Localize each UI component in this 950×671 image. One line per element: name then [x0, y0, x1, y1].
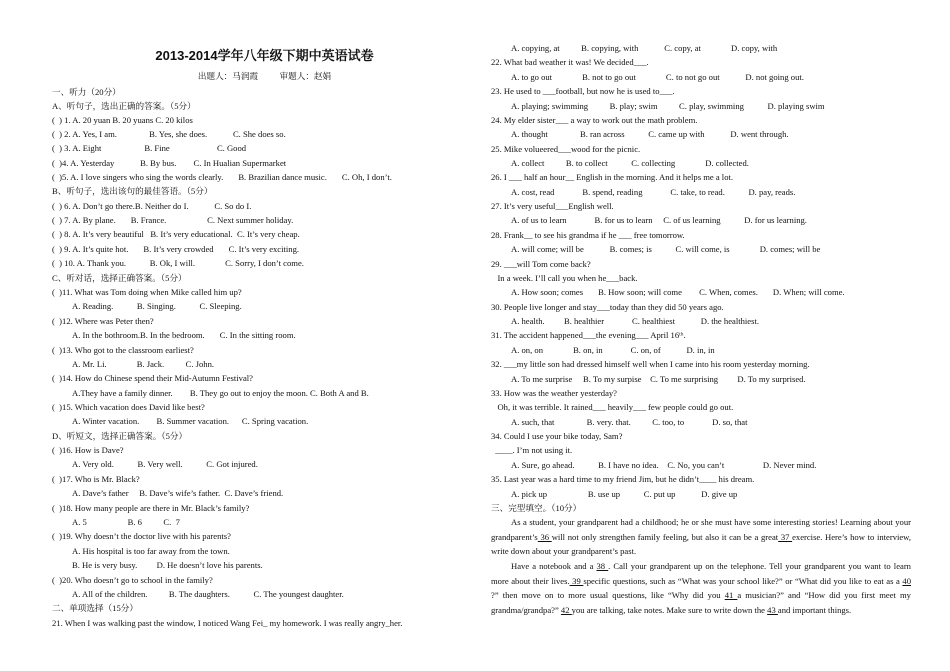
left-column-line: D、听短文，选择正确答案。（5分） — [52, 431, 188, 441]
right-column-line: 22. What bad weather it was! We decided___. — [491, 57, 649, 67]
right-column-line: 23. He used to ___football, but now he is used to___. — [491, 86, 675, 96]
left-column-line: B. He is very busy. D. He doesn’t love his parents. — [72, 560, 263, 570]
right-column-line: A. thought B. ran across C. came up with D. went through. — [511, 129, 789, 139]
left-column-line: 一、听力（20分） — [52, 87, 121, 97]
blank-42: 42 — [560, 604, 572, 615]
left-column-line: A. Mr. Li. B. Jack. C. John. — [72, 359, 215, 369]
left-column-line: ( ) 7. A. By plane. B. France. C. Next summer holiday. — [52, 215, 294, 225]
passage-text: and important things. — [777, 604, 852, 615]
right-column-line: A. copying, at B. copying, with C. copy, at D. copy, with — [511, 43, 778, 53]
left-column-line: ( )5. A. I love singers who sing the words clearly. B. Brazilian dance music. C. Oh, I don’t. — [52, 172, 392, 182]
left-column-line: ( )13. Who got to the classroom earliest? — [52, 345, 194, 355]
right-column-line: 33. How was the weather yesterday? — [491, 388, 617, 398]
right-column-line: A. on, on B. on, in C. on, of D. in, in — [511, 345, 715, 355]
blank-36: 36 — [537, 531, 552, 542]
right-column-line: A. will come; will be B. comes; is C. will come, is D. comes; will be — [511, 244, 821, 254]
right-column-line: A. collect B. to collect C. collecting D. collected. — [511, 158, 749, 168]
right-column-line: In a week. I’ll call you when he___back. — [491, 273, 638, 283]
right-column-line: ____. I’m not using it. — [491, 445, 573, 455]
right-column-line: 31. The accident happened___the evening___ April 16ᵗʰ. — [491, 330, 686, 340]
right-column-line: A. to go out B. not to go out C. to not go out D. not going out. — [511, 72, 804, 82]
left-column-line: A. 5 B. 6 C. 7 — [72, 517, 180, 527]
left-column-line: ( ) 8. A. It’s very beautiful B. It’s very educational. C. It’s very cheap. — [52, 229, 300, 239]
right-column-line: A. cost, read B. spend, reading C. take, to read. D. pay, reads. — [511, 187, 796, 197]
left-column-line: ( )4. A. Yesterday B. By bus. C. In Hualian Supermarket — [52, 158, 287, 168]
exam-title: 2013-2014学年八年级下期中英语试卷 — [155, 48, 374, 63]
right-column-line: 30. People live longer and stay___today than they did 50 years ago. — [491, 302, 724, 312]
left-column-line: A. Dave’s father B. Dave’s wife’s father. C. Dave’s friend. — [72, 488, 284, 498]
right-column-line: A. How soon; comes B. How soon; will come C. When, comes. D. When; will come. — [511, 287, 845, 297]
left-column-line: ( ) 2. A. Yes, I am. B. Yes, she does. C. She does so. — [52, 129, 286, 139]
right-column-line: 26. I ___ half an hour__ English in the morning. And it helps me a lot. — [491, 172, 734, 182]
left-column-line: ( ) 6. A. Don’t go there.B. Neither do I. C. So do I. — [52, 201, 252, 211]
right-column-line: 25. Mike volueered___wood for the picnic. — [491, 144, 641, 154]
left-column-line: A. His hospital is too far away from the town. — [72, 546, 230, 556]
right-column-line: 29. ___will Tom come back? — [491, 259, 591, 269]
blank-37: 37 — [778, 531, 793, 542]
right-column-line: 28. Frank__ to see his grandma if he ___ free tomorrow. — [491, 230, 685, 240]
passage-text: you are talking, take notes. Make sure to write down the — [571, 604, 768, 615]
right-column-line: A. To me surprise B. To my surpise C. To me surprising D. To my surprised. — [511, 374, 806, 384]
left-column-line: A. Reading. B. Singing. C. Sleeping. — [72, 301, 242, 311]
right-column-line: A. pick up B. use up C. put up D. give up — [511, 489, 738, 499]
left-column-line: ( )16. How is Dave? — [52, 445, 124, 455]
right-column-line: A. health. B. healthier C. healthiest D. the healthiest. — [511, 316, 759, 326]
left-column-line: ( )17. Who is Mr. Black? — [52, 474, 140, 484]
left-column-line: A. Very old. B. Very well. C. Got injured. — [72, 459, 258, 469]
left-column-line: 二、单项选择（15分） — [52, 603, 138, 613]
left-column-line: A. In the bothroom.B. In the bedroom. C. In the sitting room. — [72, 330, 296, 340]
left-column-line: 21. When I was walking past the window, I noticed Wang Fei_ my homework. I was really angry_her. — [52, 618, 403, 628]
right-column-line: A. Sure, go ahead. B. I have no idea. C. No, you can’t D. Never mind. — [511, 460, 817, 470]
left-column-line: ( ) 1. A. 20 yuan B. 20 yuans C. 20 kilos — [52, 115, 193, 125]
passage-text: As a student, your grandparent had a childhood; he or she must have some interesting stories! Learning about your grandparent’s — [491, 517, 911, 542]
right-column-line: Oh, it was terrible. It rained___ heavily___ few people could go out. — [491, 402, 734, 412]
passage-text: exercise. Here’s how to interview, write down about your grandparent’s past. — [491, 531, 911, 556]
left-column-line: ( )11. What was Tom doing when Mike called him up? — [52, 287, 242, 297]
right-column-line: A. such, that B. very. that. C. too, to D. so, that — [511, 417, 748, 427]
left-column-line: A.They have a family dinner. B. They go out to enjoy the moon. C. Both A and B. — [72, 388, 369, 398]
blank-38: 38 — [596, 561, 609, 571]
blank-41: 41 — [724, 590, 738, 600]
left-column-line: ( ) 9. A. It’s quite hot. B. It’s very crowded C. It’s very exciting. — [52, 244, 300, 254]
left-column-line: A. All of the children. B. The daughters. C. The youngest daughter. — [72, 589, 344, 599]
blank-39: 39 — [569, 575, 584, 586]
left-column-line: ( )20. Who doesn’t go to school in the family? — [52, 575, 213, 585]
left-column-line: ( ) 3. A. Eight B. Fine C. Good — [52, 143, 247, 153]
left-column-line: A、听句子，选出正确的答案。（5分） — [52, 101, 196, 111]
left-column-line: ( ) 10. A. Thank you. B. Ok, I will. C. Sorry, I don’t come. — [52, 258, 304, 268]
right-column-line: 35. Last year was a hard time to my friend Jim, but he didn’t____ his dream. — [491, 474, 755, 484]
right-column-line: A. of us to learn B. for us to learn C. of us learning D. for us learning. — [511, 215, 807, 225]
blank-43: 43 — [767, 604, 778, 615]
passage-text: a musician?” and “How did you first meet my grandma/grandpa?” — [491, 590, 911, 615]
passage-text: ?” then move on to more usual questions, like “Why did you — [491, 590, 725, 600]
left-column-line: A. Winter vacation. B. Summer vacation. C. Spring vacation. — [72, 416, 309, 426]
passage-text: will not only strengthen family feeling, but also it can be a great — [551, 531, 779, 542]
passage-paragraph-1 — [491, 515, 911, 559]
right-column-line: 32. ___my little son had dressed himself well when I came into his room yesterday morning. — [491, 359, 810, 369]
left-column-line: B、听句子，选出该句的最佳答语。（5分） — [52, 186, 213, 196]
left-column-line: ( )15. Which vacation does David like best? — [52, 402, 205, 412]
right-column-line: 三、完型填空。（10分） — [491, 503, 582, 513]
passage-text: specific questions, such as “What was your school like?” or “What did you like to eat as a — [583, 575, 903, 586]
left-column-line: ( )12. Where was Peter then? — [52, 316, 154, 326]
passage-paragraph-2 — [491, 559, 911, 617]
right-column-line: 34. Could I use your bike today, Sam? — [491, 431, 623, 441]
passage-text: Have a notebook and a — [511, 561, 597, 571]
blank-40: 40 — [902, 575, 912, 586]
right-column-line: 24. My elder sister___ a way to work out the math problem. — [491, 115, 698, 125]
left-column-line: ( )14. How do Chinese spend their Mid-Autumn Festival? — [52, 373, 253, 383]
right-column-line: A. playing; swimming B. play; swim C. play, swimming D. playing swim — [511, 101, 825, 111]
left-column-line: ( )18. How many people are there in Mr. Black’s family? — [52, 503, 250, 513]
exam-authors: 出题人：马润霞 审题人：赵娟 — [197, 71, 332, 81]
left-column-line: ( )19. Why doesn’t the doctor live with his parents? — [52, 531, 231, 541]
left-column-line: C、听对话，选择正确答案。（5分） — [52, 273, 187, 283]
passage-text: . Call your grandparent up on the telephone. Tell your grandparent you want to learn more about their lives. — [491, 561, 911, 586]
right-column-line: 27. It’s very useful___English well. — [491, 201, 614, 211]
